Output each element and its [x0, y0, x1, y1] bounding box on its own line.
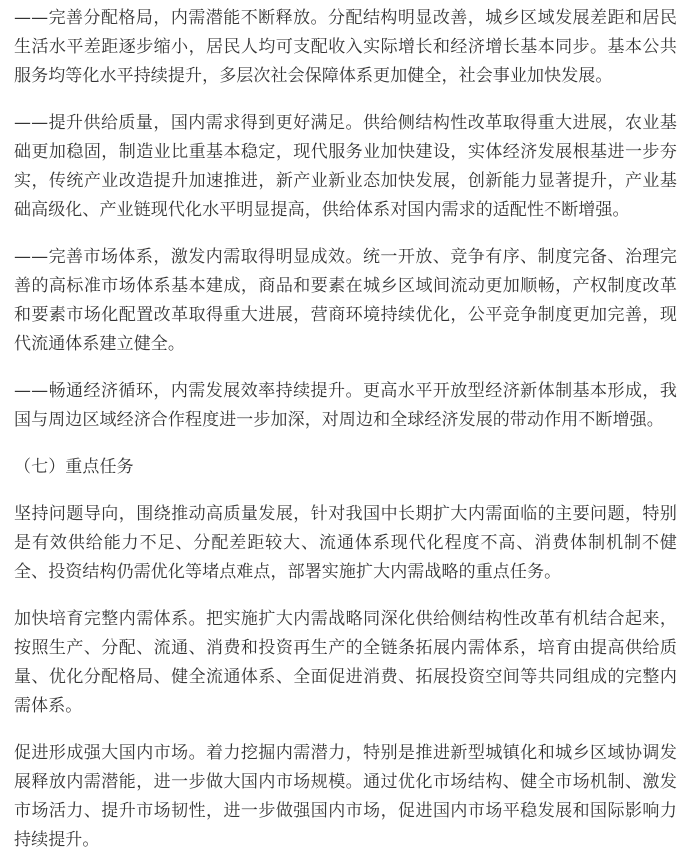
- paragraph-supply-quality: ——提升供给质量，国内需求得到更好满足。供给侧结构性改革取得重大进展，农业基础更加稳固，制造业比重基本稳定，现代服务业加快建设，实体经济发展根基进一步夯实，传统产业改造提升加速推进，新产业新业态加快发展，创新能力显著提升，产业基础高级化、产业链现代化水平明显提高，供给体系对国内需求的适配性不断增强。: [14, 113, 677, 220]
- paragraph-market-system: ——完善市场体系，激发内需取得明显成效。统一开放、竞争有序、制度完备、治理完善的高标准市场体系基本建成，商品和要素在城乡区域间流动更加顺畅，产权制度改革和要素市场化配置改革取得重大进展，营商环境持续优化，公平竞争制度更加完善，现代流通体系建立健全。: [14, 247, 677, 354]
- paragraph-demand-system: 加快培育完整内需体系。把实施扩大内需战略同深化供给侧结构性改革有机结合起来，按照生产、分配、流通、消费和投资再生产的全链条拓展内需体系，培育由提高供给质量、优化分配格局、健全流通体系、全面促进消费、拓展投资空间等共同组成的完整内需体系。: [14, 609, 677, 716]
- section-heading: （七）重点任务: [14, 457, 134, 477]
- paragraph-distribution: ——完善分配格局，内需潜能不断释放。分配结构明显改善，城乡区域发展差距和居民生活水平差距逐步缩小，居民人均可支配收入实际增长和经济增长基本同步。基本公共服务均等化水平持续提升，多层次社会保障体系更加健全，社会事业加快发展。: [14, 8, 677, 86]
- paragraph-domestic-market: 促进形成强大国内市场。着力挖掘内需潜力，特别是推进新型城镇化和城乡区域协调发展释放内需潜能，进一步做大国内市场规模。通过优化市场结构、健全市场机制、激发市场活力、提升市场韧性，进一步做强国内市场，促进国内市场平稳发展和国际影响力持续提升。: [14, 743, 677, 850]
- paragraph-problem-oriented: 坚持问题导向，围绕推动高质量发展，针对我国中长期扩大内需面临的主要问题，特别是有效供给能力不足、分配差距较大、流通体系现代化程度不高、消费体制机制不健全、投资结构仍需优化等堵点难点，部署实施扩大内需战略的重点任务。: [14, 504, 677, 582]
- paragraph-economic-cycle: ——畅通经济循环，内需发展效率持续提升。更高水平开放型经济新体制基本形成，我国与周边区域经济合作程度进一步加深，对周边和全球经济发展的带动作用不断增强。: [14, 381, 677, 430]
